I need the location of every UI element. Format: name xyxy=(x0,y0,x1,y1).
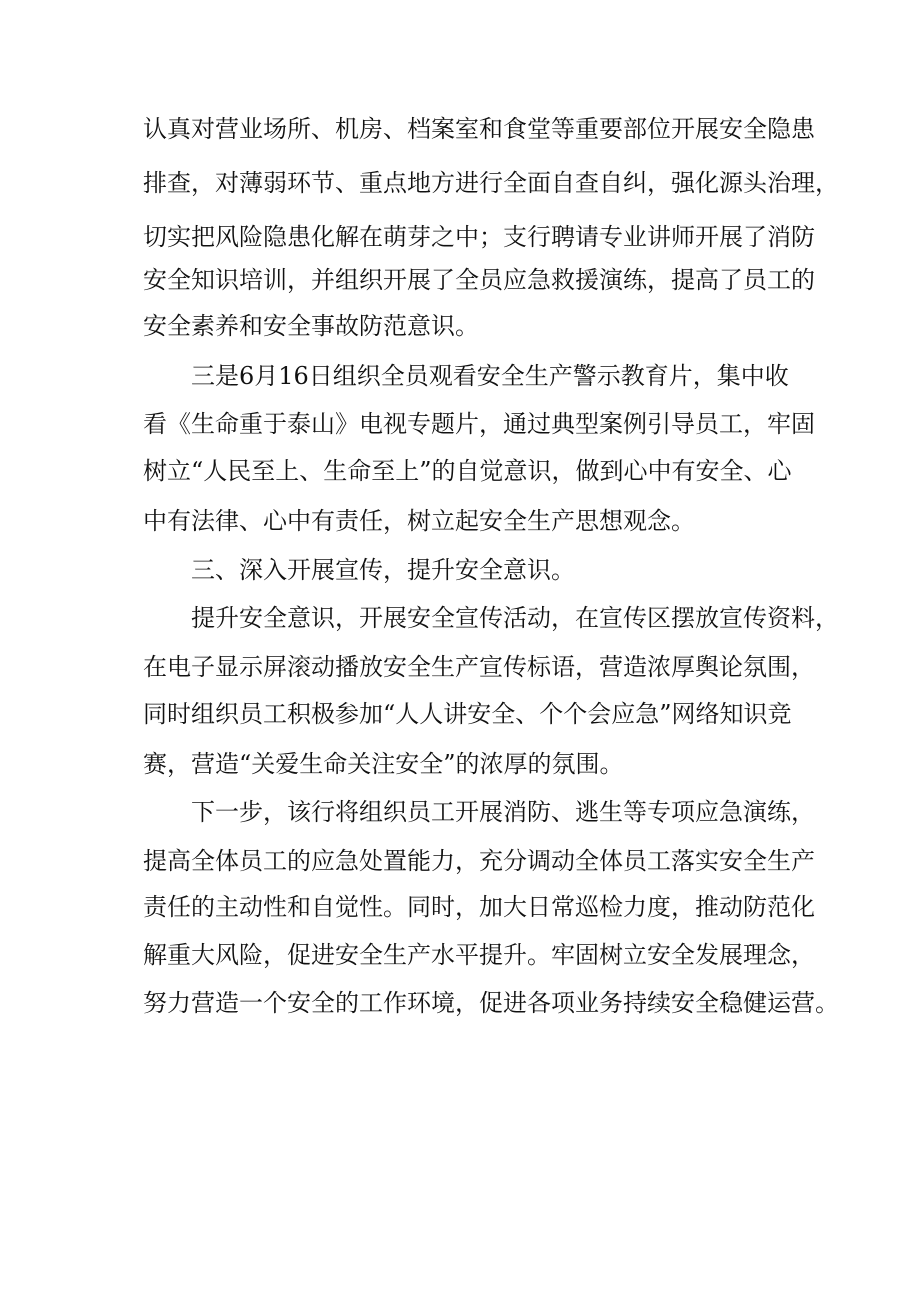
text-line-16: 提高全体员工的应急处置能力，充分调动全体员工落实安全生产 xyxy=(143,847,815,875)
text-line-9: 中有法律、心中有责任，树立起安全生产思想观念。 xyxy=(143,507,695,535)
text-line-11: 提升安全意识，开展安全宣传活动，在宣传区摆放宣传资料， xyxy=(191,604,839,632)
text-line-13: 同时组织员工积极参加“人人讲安全、个个会应急”网络知识竞 xyxy=(143,700,792,728)
text-line-15: 下一步，该行将组织员工开展消防、逃生等专项应急演练， xyxy=(191,798,815,826)
text-line-6: 三是6月16日组织全员观看安全生产警示教育片，集中收 xyxy=(191,362,789,390)
text-line-12: 在电子显示屏滚动播放安全生产宣传标语，营造浓厚舆论氛围， xyxy=(143,653,815,681)
text-line-1: 认真对营业场所、机房、档案室和食堂等重要部位开展安全隐患 xyxy=(143,115,815,143)
text-line-18: 解重大风险，促进安全生产水平提升。牢固树立安全发展理念， xyxy=(143,941,815,969)
text-line-4: 安全知识培训，并组织开展了全员应急救援演练，提高了员工的 xyxy=(143,266,815,294)
section-heading: 三、深入开展宣传，提升安全意识。 xyxy=(191,556,575,584)
text-line-3: 切实把风险隐患化解在萌芽之中；支行聘请专业讲师开展了消防 xyxy=(143,223,815,251)
text-line-17: 责任的主动性和自觉性。同时，加大日常巡检力度，推动防范化 xyxy=(143,893,815,921)
text-line-14: 赛，营造“关爱生命关注安全”的浓厚的氛围。 xyxy=(143,750,624,778)
text-line-7: 看《生命重于泰山》电视专题片，通过典型案例引导员工，牢固 xyxy=(143,410,815,438)
text-line-8: 树立“人民至上、生命至上”的自觉意识，做到心中有安全、心 xyxy=(143,457,792,485)
text-line-2: 排查，对薄弱环节、重点地方进行全面自查自纠，强化源头治理， xyxy=(143,169,839,197)
text-line-19: 努力营造一个安全的工作环境，促进各项业务持续安全稳健运营。 xyxy=(143,989,839,1017)
text-line-5: 安全素养和安全事故防范意识。 xyxy=(143,312,479,340)
